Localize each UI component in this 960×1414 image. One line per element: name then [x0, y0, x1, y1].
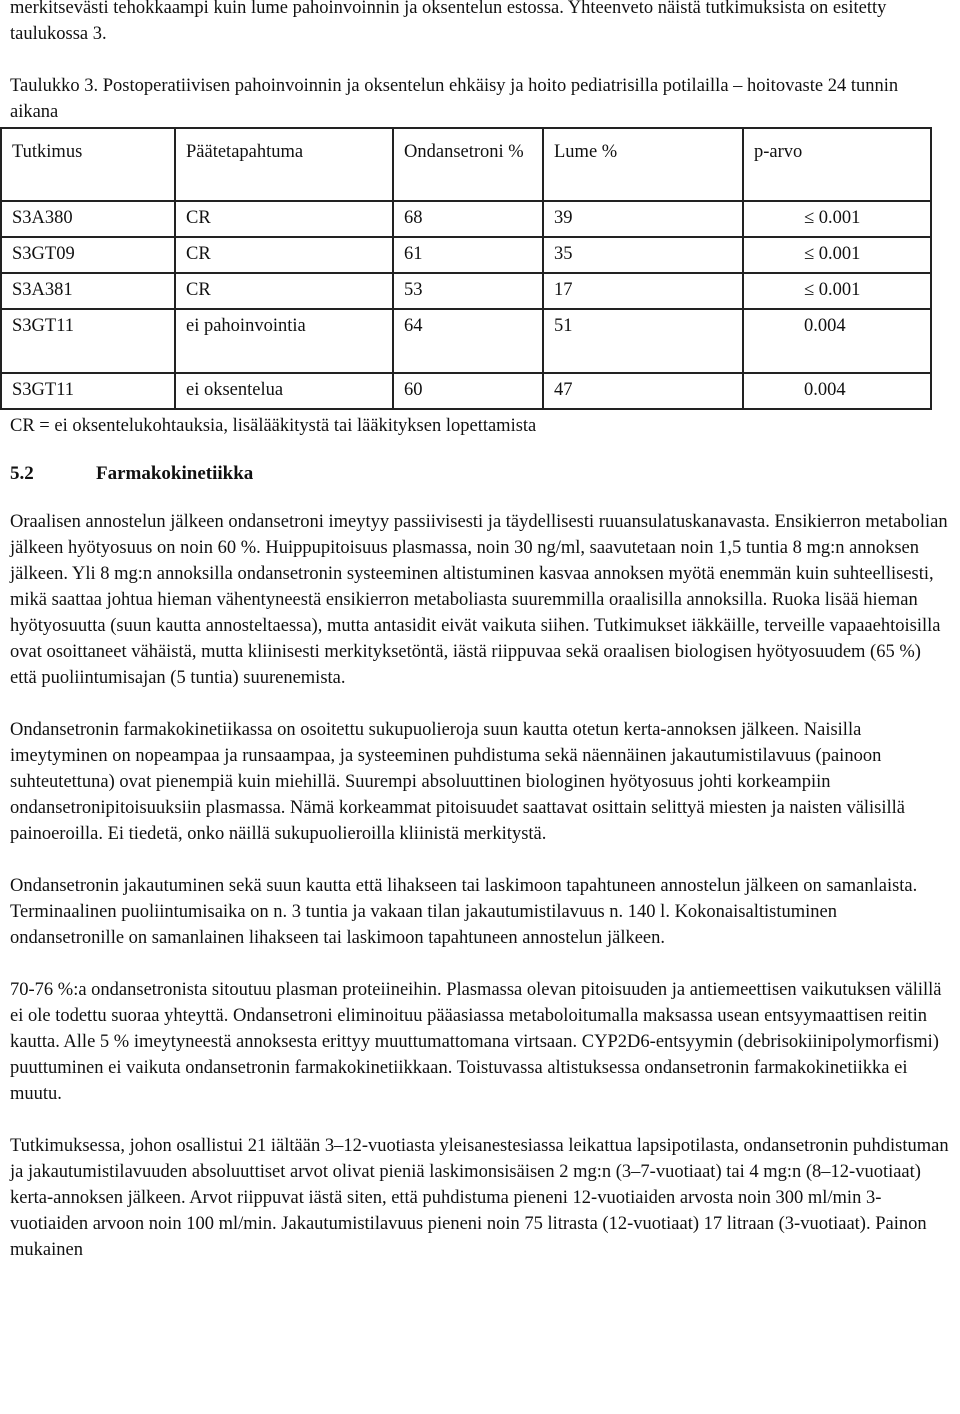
section-number: 5.2 — [10, 463, 34, 484]
cell-placebo: 17 — [543, 273, 743, 309]
cell-study: S3GT09 — [1, 237, 175, 273]
results-table — [0, 127, 932, 410]
table-footnote: CR = ei oksentelukohtauksia, lisälääkitystä tai lääkityksen lopettamista — [10, 416, 537, 436]
cell-endpoint: ei pahoinvointia — [175, 309, 393, 373]
header-cell-endpoint: Päätetapahtuma — [175, 128, 393, 201]
document-page — [10, 0, 950, 1289]
cell-pvalue: ≤ 0.001 — [743, 273, 931, 309]
paragraph-absorption: Oraalisen annostelun jälkeen ondansetroni imeytyy passiivisesti ja täydellisesti ruuansulatuskanavasta. Ensikierron metabolian jälkeen hyötyosuus on noin 60 %. Huippupitoisuus plasmassa, noin 30 ng/ml, saavutetaan noin 1,5 tuntia 8 mg:n annoksen jälkeen. Yli 8 mg:n annoksilla ondansetronin systeeminen altistuminen kasvaa annoksen myötä enemmän kuin suhteellisesti, mikä saattaa johtua hieman vähentyneestä ensikierron metaboliasta suuremmilla oraalisilla annoksilla. Ruoka lisää hieman hyötyosuutta (suun kautta annosteltaessa), mutta antasidit eivät vaikuta siihen. Tutkimukset iäkkäille, terveille vapaaehtoisilla ovat osoittaneet vähäistä, mutta kliinisesti merkityksetöntä, iästä riippuvaa sekä oraalisen biologisen hyötyosuudem (65 %) että puoliintumisajan (5 tuntia) suurenemista. — [10, 512, 948, 688]
section-heading — [10, 461, 950, 487]
table-row — [1, 237, 931, 273]
cell-placebo: 47 — [543, 373, 743, 409]
table-header-row — [1, 128, 931, 201]
cell-pvalue: ≤ 0.001 — [743, 237, 931, 273]
table-row — [1, 273, 931, 309]
header-cell-placebo: Lume % — [543, 128, 743, 201]
cell-placebo: 51 — [543, 309, 743, 373]
cell-endpoint: CR — [175, 273, 393, 309]
paragraph-pediatric-study: Tutkimuksessa, johon osallistui 21 iältään 3–12-vuotiasta yleisanestesiassa leikattua lapsipotilasta, ondansetronin puhdistuman ja jakautumistilavuuden absoluuttiset arvot olivat pieniä laskimonsisäisen 2 mg:n (3–7-vuotiaat) tai 4 mg:n (8–12-vuotiaat) kerta-annoksen jälkeen. Arvot riippuvat iästä siten, että puhdistuma pieneni 12-vuotiaiden arvosta noin 300 ml/min 3-vuotiaiden arvoon noin 100 ml/min. Jakautumistilavuus pieneni noin 75 litrasta (12-vuotiaat) 17 litraan (3-vuotiaat). Painon mukainen — [10, 1136, 949, 1260]
paragraph-sex-differences: Ondansetronin farmakokinetiikassa on osoitettu sukupuolieroja suun kautta otetun kerta-annoksen jälkeen. Naisilla imeytyminen on nopeampaa ja runsaampaa, ja systeeminen puhdistuma sekä näennäinen jakautumistilavuus (painoon suhteutettuna) ovat pienempiä kuin miehillä. Suurempi absoluuttinen biologinen hyötyosuus johti korkeampiin ondansetronipitoisuuksiin plasmassa. Nämä korkeammat pitoisuudet saattavat osittain selittyä miesten ja naisten välisillä painoeroilla. Ei tiedetä, onko näillä sukupuolieroilla kliinistä merkitystä. — [10, 720, 906, 844]
table-caption: Taulukko 3. Postoperatiivisen pahoinvoinnin ja oksentelun ehkäisy ja hoito pediatrisilla potilailla – hoitovaste 24 tunnin aikana — [10, 76, 899, 122]
section-title: Farmakokinetiikka — [96, 463, 254, 484]
cell-study: S3A381 — [1, 273, 175, 309]
intro-paragraph: merkitsevästi tehokkaampi kuin lume pahoinvoinnin ja oksentelun estossa. Yhteenveto näistä tutkimuksista on esitetty taulukossa 3. — [10, 0, 887, 44]
paragraph-distribution: Ondansetronin jakautuminen sekä suun kautta että lihakseen tai laskimoon tapahtuneen annostelun jälkeen on samanlaista. Terminaalinen puoliintumisaika on n. 3 tuntia ja vakaan tilan jakautumistilavuus n. 140 l. Kokonaisaltistuminen ondansetronille on samanlainen lihakseen tai laskimoon tapahtuneen annostelun jälkeen. — [10, 876, 918, 948]
paragraph-protein-binding: 70-76 %:a ondansetronista sitoutuu plasman proteiineihin. Plasmassa olevan pitoisuuden ja antiemeettisen vaikutuksen välillä ei ole todettu suoraa yhteyttä. Ondansetroni eliminoituu pääasiassa metaboloitumalla maksassa usean entsyymaattisen reitin kautta. Alle 5 % imeytyneestä annoksesta erittyy muuttumattomana virtsaan. CYP2D6-entsyymin (debrisokiinipolymorfismi) puuttuminen ei vaikuta ondansetronin farmakokinetiikkaan. Toistuvassa altistuksessa ondansetronin farmakokinetiikka ei muutu. — [10, 980, 942, 1104]
cell-pvalue: ≤ 0.001 — [743, 201, 931, 237]
header-cell-ondansetron: Ondansetroni % — [393, 128, 543, 201]
cell-study: S3A380 — [1, 201, 175, 237]
cell-study: S3GT11 — [1, 373, 175, 409]
cell-endpoint: CR — [175, 201, 393, 237]
cell-ondansetron: 53 — [393, 273, 543, 309]
table-row — [1, 373, 931, 409]
header-cell-pvalue: p-arvo — [743, 128, 931, 201]
header-cell-study: Tutkimus — [1, 128, 175, 201]
cell-endpoint: CR — [175, 237, 393, 273]
cell-ondansetron: 60 — [393, 373, 543, 409]
table-row — [1, 309, 931, 373]
cell-ondansetron: 61 — [393, 237, 543, 273]
cell-ondansetron: 68 — [393, 201, 543, 237]
cell-study: S3GT11 — [1, 309, 175, 373]
cell-pvalue: 0.004 — [743, 373, 931, 409]
cell-pvalue: 0.004 — [743, 309, 931, 373]
cell-placebo: 39 — [543, 201, 743, 237]
cell-endpoint: ei oksentelua — [175, 373, 393, 409]
cell-placebo: 35 — [543, 237, 743, 273]
table-row — [1, 201, 931, 237]
cell-ondansetron: 64 — [393, 309, 543, 373]
